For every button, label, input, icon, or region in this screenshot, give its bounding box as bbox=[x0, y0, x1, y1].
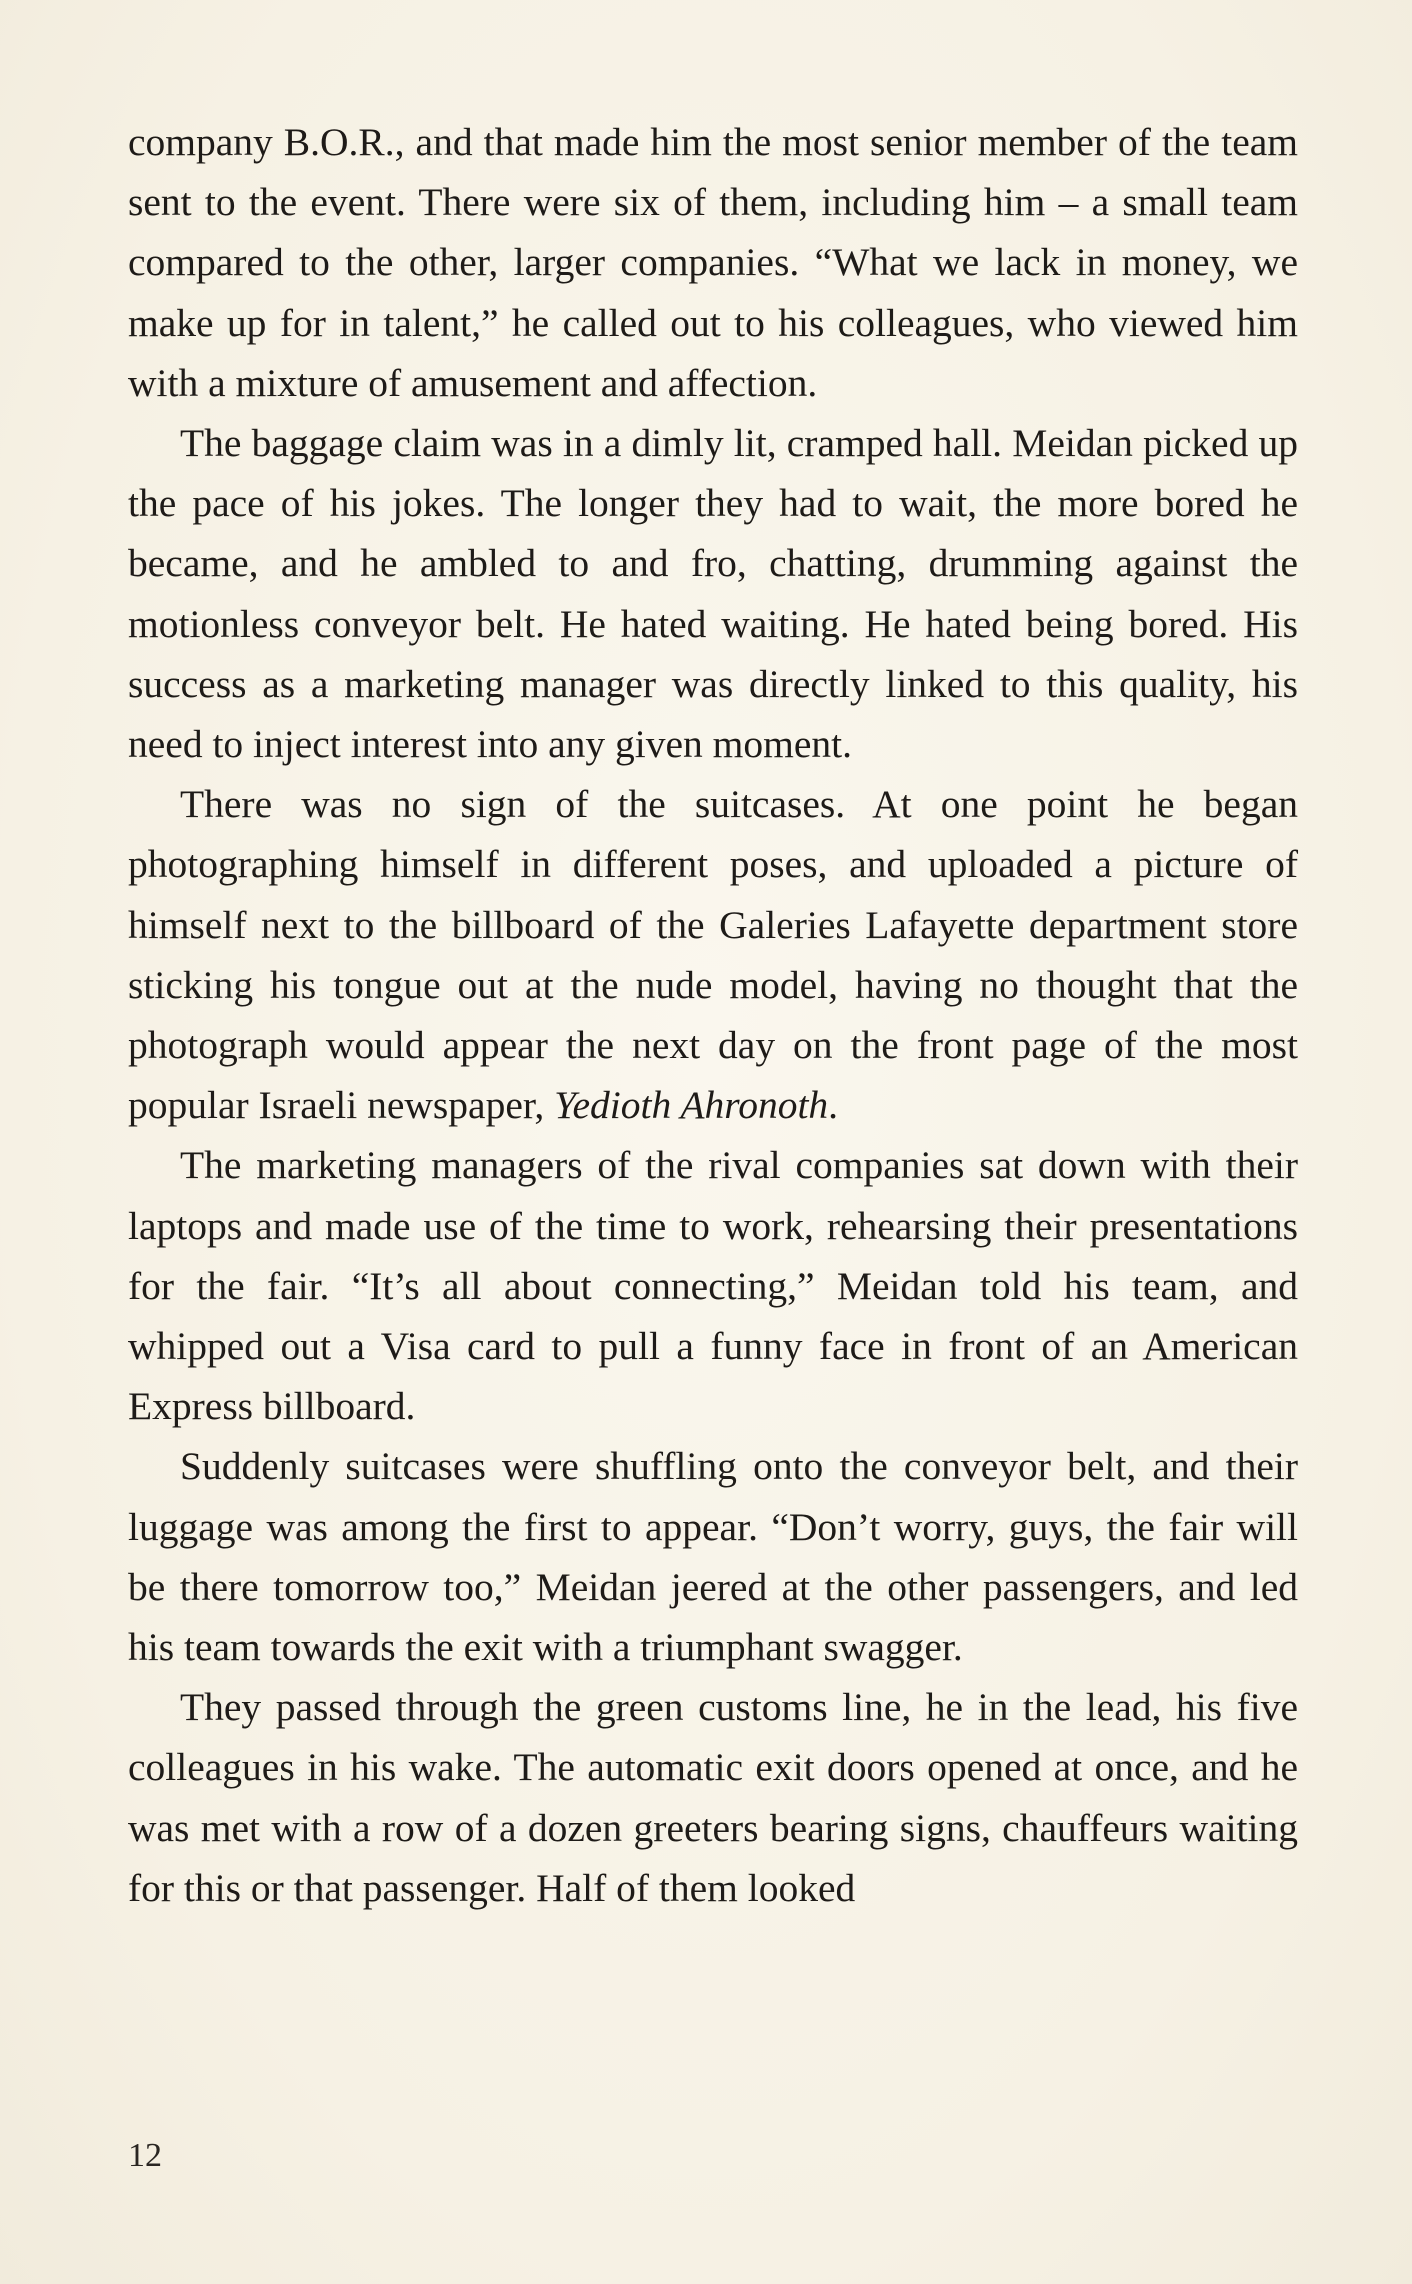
paragraph-6: They passed through the green customs line, he in the lead, his five colleagues in his wake. The automatic exit doors opened at once, and he was met with a row of a dozen greeters bearing signs, chauffeurs waiting for this or that passenger. Half of them looked bbox=[128, 1685, 1298, 1910]
paragraph-3 bbox=[128, 774, 1298, 1135]
page-number: 12 bbox=[128, 2137, 162, 2174]
paragraph-5: Suddenly suitcases were shuffling onto the conveyor belt, and their luggage was among the first to appear. “Don’t worry, guys, the fair will be there tomorrow too,” Meidan jeered at the other passengers, and led his team towards the exit with a triumphant swagger. bbox=[128, 1444, 1298, 1670]
paragraph-4: The marketing managers of the rival companies sat down with their laptops and made use of the time to work, rehearsing their presentations for the fair. “It’s all about connecting,” Meidan told his team, and whipped out a Visa card to pull a funny face in front of an American Express billboard. bbox=[128, 1143, 1298, 1429]
newspaper-title: Yedioth Ahronoth bbox=[554, 1083, 829, 1128]
paragraph-1: company B.O.R., and that made him the most senior member of the team sent to the event. There were six of them, including him – a small team compared to the other, larger companies. “What we lack in money, we make up for in talent,” he called out to his colleagues, who viewed him with a mixture of amusement and affection. bbox=[128, 120, 1298, 405]
paragraph-2: The baggage claim was in a dimly lit, cramped hall. Meidan picked up the pace of his jokes. The longer they had to wait, the more bored he became, and he ambled to and fro, chatting, drumming against the motionless conveyor belt. He hated waiting. He hated being bored. His success as a marketing manager was directly linked to this quality, his need to inject interest into any given moment. bbox=[128, 421, 1298, 767]
paragraph-3-text-before: There was no sign of the suitcases. At one point he began photographing himself in different poses, and uploaded a picture of himself next to the billboard of the Galeries Lafayette department store sticking his tongue out at the nude model, having no thought that the photograph would appear the next day on the front page of the most popular Israeli newspaper, bbox=[128, 782, 1298, 1128]
paragraph-3-text-after: . bbox=[828, 1083, 839, 1128]
body-text bbox=[128, 112, 1298, 1918]
